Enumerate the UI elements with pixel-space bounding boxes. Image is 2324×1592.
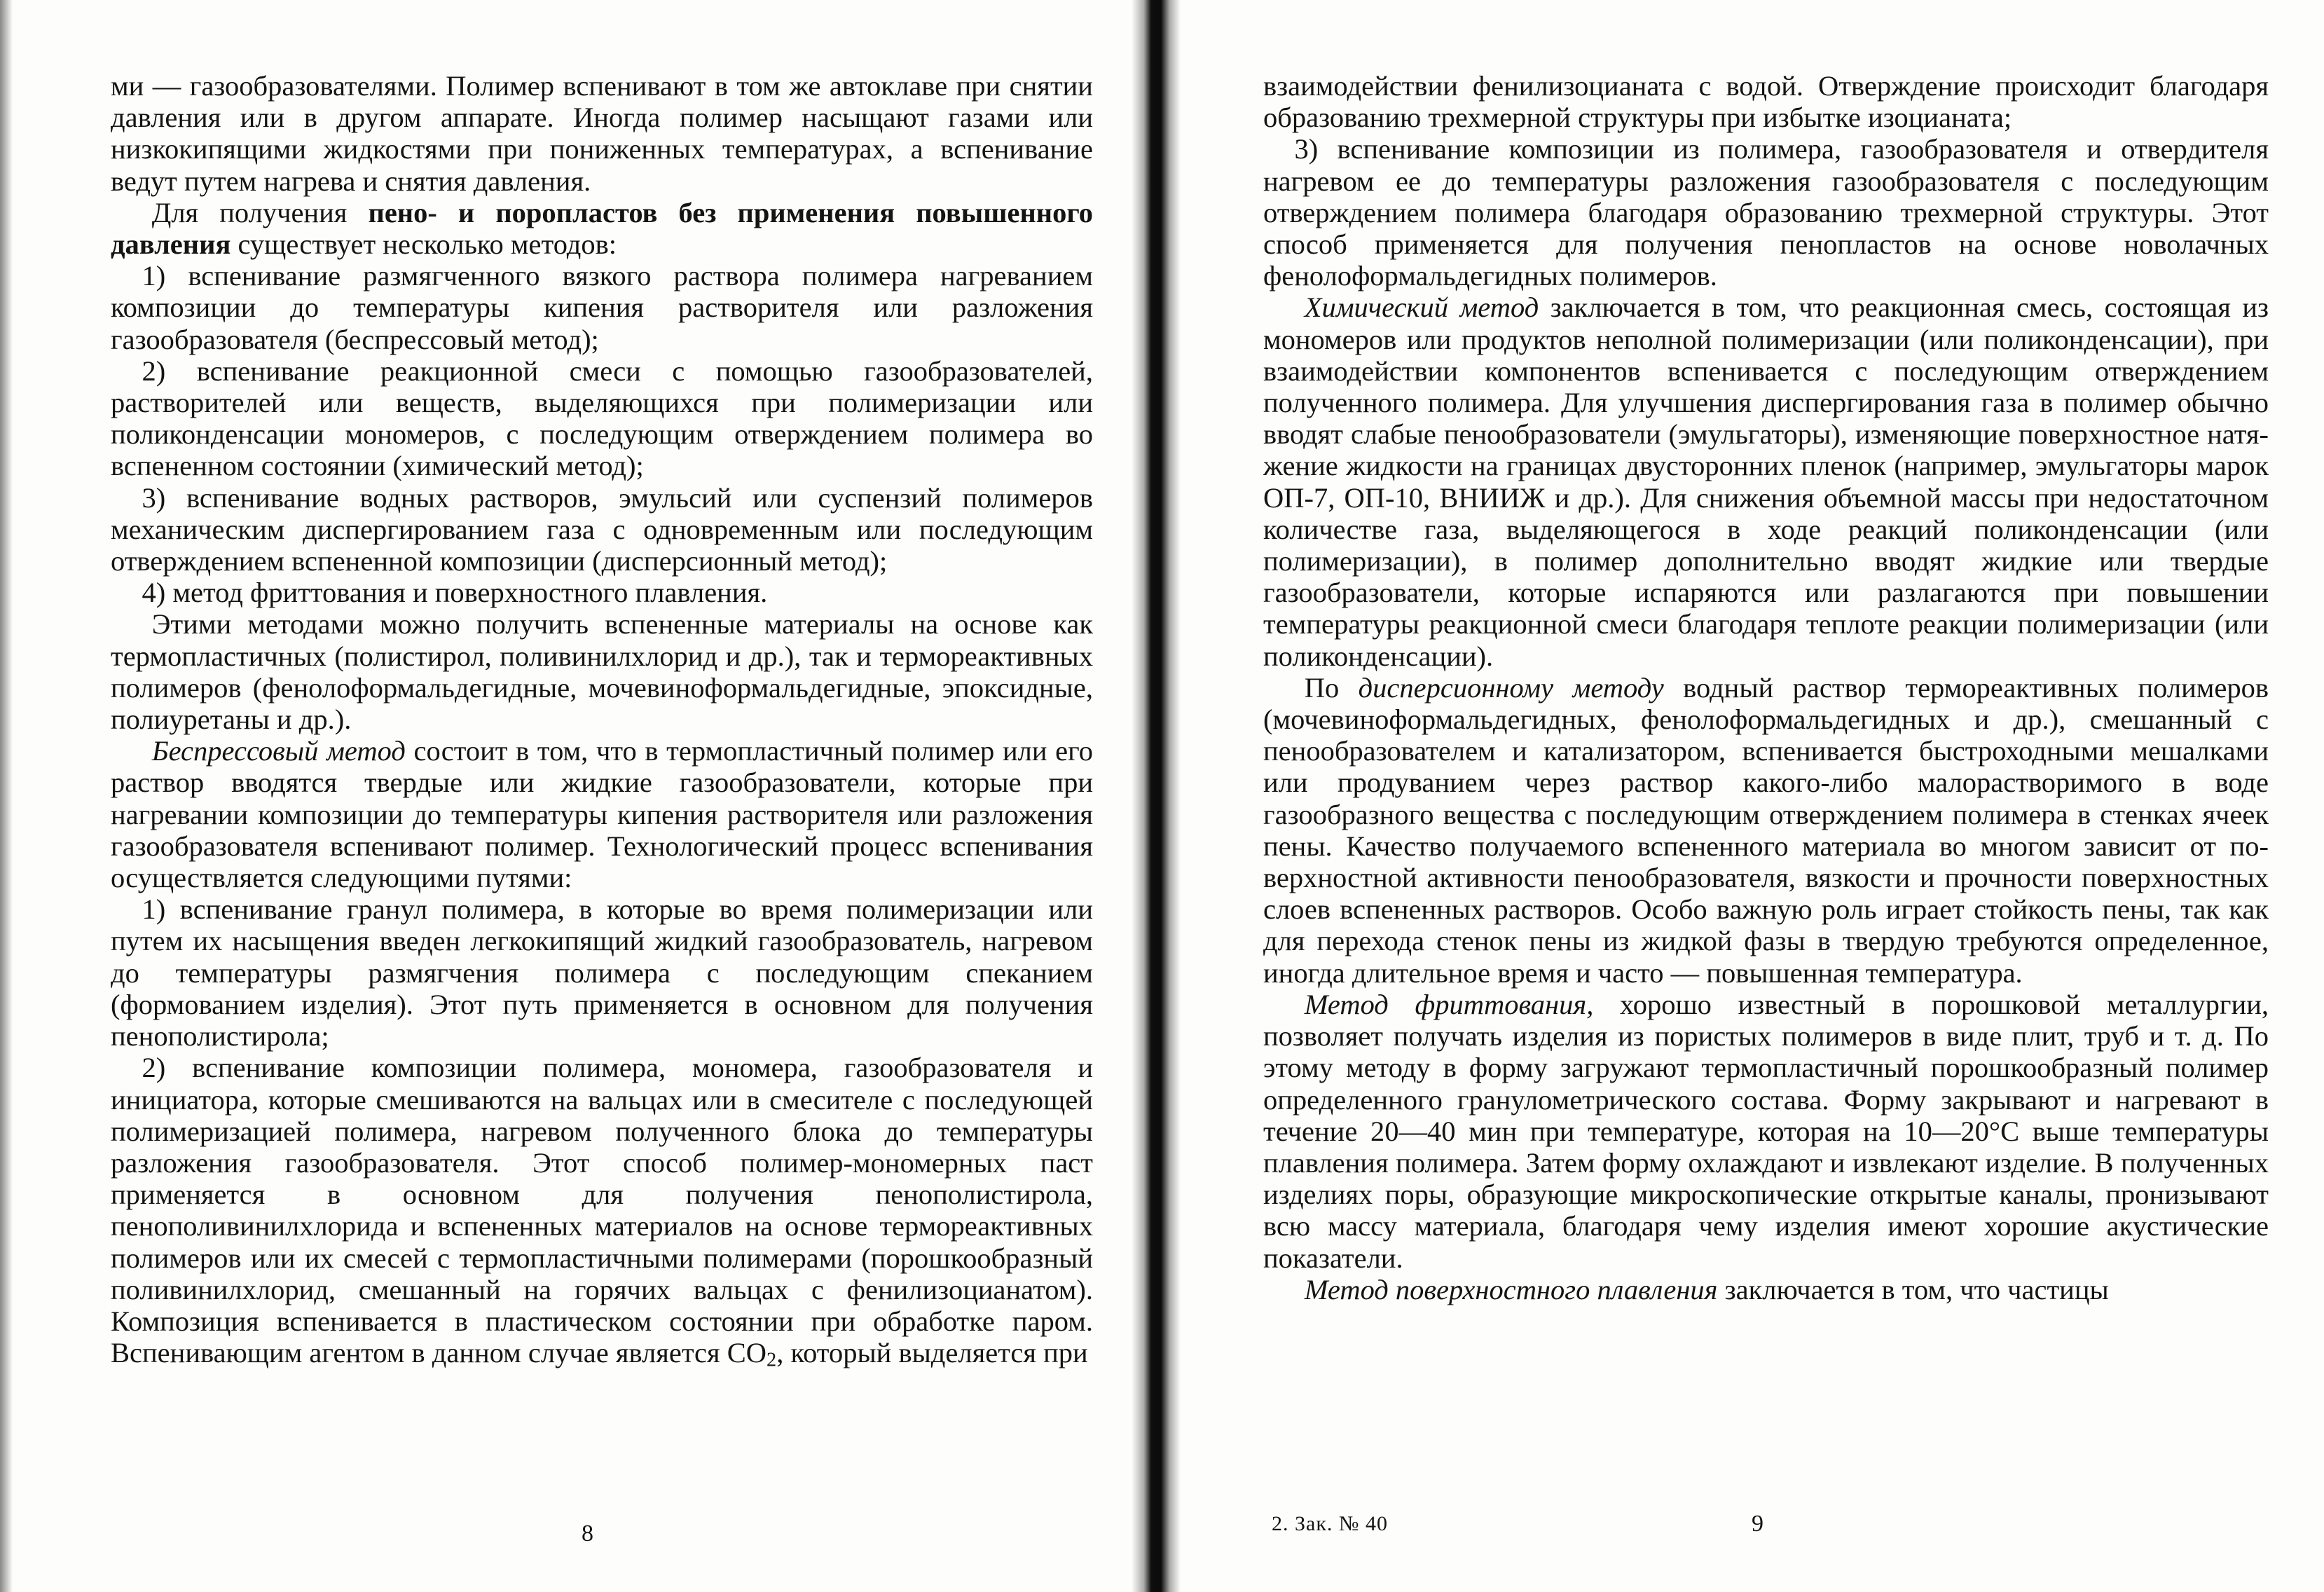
- emphasis-italic: Беспрессовый метод: [151, 735, 406, 767]
- subscript: 2: [766, 1349, 777, 1371]
- list-item: 4) метод фриттования и поверхностного плавления.: [142, 577, 768, 609]
- paragraph-fritting-method: [1263, 989, 2269, 1274]
- paragraph: взаимодействии фенилизоцианата с водой. Отверждение происходит благодаря образованию трехмерной структуры при избытке изоцианата;: [1263, 70, 2269, 134]
- list-item: 2) вспенивание реакционной смеси с помощью газообразователей, растворителей или веществ, выделяющихся при полимеризации или поликонденсации мономеров, с последующим отверждением полимера во вспененном состоянии (химический метод);: [111, 355, 1093, 482]
- list-item: 3) вспенивание композиции из полимера, газообразователя и отвердителя нагревом ее до температуры разложения газообразователя с последующим отверждением полимера благодаря образованию трехмерной структуры. Этот способ применяется для получения пенопластов на основе новолачных фенолоформальдегидных полимеров.: [1263, 133, 2269, 292]
- text-run: состоит в том, что в термопластичный полимер или его раствор вводятся твердые или жидкие газообразователи, которые при нагревании композиции до температуры кипения растворителя или разложения газообразователя вспенивают полимер. Технологический процесс вспенивания осуществляется следующими путями:: [111, 735, 1093, 894]
- emphasis-italic: Метод фриттования,: [1304, 988, 1594, 1020]
- text-run: 2) вспенивание композиции полимера, мономера, газообразователя и инициатора, которые смешиваются на вальцах или в смесителе с последующей полимеризацией полимера, нагревом полученного блока до температуры разложения газообразователя. Этот способ полимер-мономерных паст применяется в основном для получения пенополистирола, пенополивинилхлорида и вспененных материалов на основе термореактивных полимеров или их смесей с термопластичными полимерами (порошкообразный поливинилхлорид, смешанный на горячих вальцах с фенилизоцианатом). Композиция вспенивается в пластическом состоянии при обработке паром. Вспенивающим агентом в данном случае является CO: [111, 1052, 1093, 1369]
- text-run: существует несколько методов:: [238, 228, 617, 261]
- paragraph: Этими методами можно получить вспененные материалы на основе как термопластичных (полистирол, поливинилхлорид и др.), так и термореактивных полимеров (фенолоформальдегидные, мочевиноформальдегидные, эпоксидные, полиуретаны и др.).: [111, 608, 1093, 736]
- right-page: [1149, 0, 2324, 1592]
- left-page: [0, 0, 1149, 1592]
- text-run: Для получения: [151, 196, 348, 228]
- left-text-column: [111, 70, 1094, 1371]
- paragraph-chemical-method: [1263, 291, 2269, 671]
- text-run: , который выделяется при: [776, 1337, 1088, 1369]
- printer-signature: 2. Зак. № 40: [1272, 1512, 1389, 1535]
- page-number: 9: [1752, 1511, 1763, 1537]
- paragraph-surface-melting-method: [1263, 1274, 2269, 1305]
- paragraph-dispersion-method: [1263, 672, 2269, 989]
- list-item: 1) вспенивание размягченного вязкого раствора полимера нагреванием композиции до температуры кипения растворителя или разложения газообразователя (беспрессовый метод);: [111, 260, 1093, 355]
- emphasis-bold: пено- и поропластов без применения повышенного давления: [111, 196, 1094, 261]
- text-run: заключается в том, что частицы: [1724, 1273, 2109, 1305]
- right-text-column: [1263, 70, 2269, 1305]
- text-run: водный раствор термореактивных полимеров (мочевиноформальдегидных, фенолоформальдегидных и др.), смешанный с пенообразователем и катализатором, вспенивается быстроходными мешалками или продуванием через раствор какого-либо малорастворимого в воде газообразного вещества с последующим отверждением полимера в стенках ячеек пены. Качество получаемого вспененного материала во многом зависит от поверхностной активности пенообразователя, вязкости и прочности поверхностных слоев вспененных растворов. Особо важную роль играет стойкость пены, так как для перехода стенок пены из жидкой фазы в твердую требуются определенное, иногда длительное время и часто — повышенная температура.: [1263, 671, 2269, 989]
- list-item: [111, 1052, 1093, 1371]
- list-item: 3) вспенивание водных растворов, эмульсий или суспензий полимеров механическим диспергированием газа с одновременным или последующим отверждением вспененной композиции (дисперсионный метод);: [111, 481, 1093, 577]
- text-run: хорошо известный в порошковой металлургии, позволяет получать изделия из пористых полимеров в виде плит, труб и т. д. По этому методу в форму загружают термопластичный порошкообразный полимер определенного гранулометрического состава. Форму закрывают и нагревают в течение 20—40 мин при температуре, которая на 10—20°С выше температуры плавления полимера. Затем форму охлаждают и извлекают изделие. В полученных изделиях поры, образующие микроскопические открытые каналы, пронизывают всю массу материала, благодаря чему изделия имеют хорошие акустические показатели.: [1263, 988, 2269, 1274]
- emphasis-italic: дисперсионному методу: [1358, 671, 1664, 704]
- list-item: 1) вспенивание гранул полимера, в которые во время полимеризации или путем их насыщения введен легкокипящий жидкий газообразователь, нагревом до температуры размягчения полимера с последующим спеканием (формованием изделия). Этот путь применяется в основном для получения пенополистирола;: [111, 893, 1093, 1052]
- paragraph: ми — газообразователями. Полимер вспенивают в том же автоклаве при снятии давления или в другом аппарате. Иногда полимер насыщают газами или низкокипящими жидкостями при пониженных температурах, а вспенивание ведут путем нагрева и снятия давления.: [111, 70, 1093, 197]
- emphasis-italic: Химический метод: [1304, 291, 1539, 324]
- paragraph-pressless-method: [111, 735, 1093, 893]
- text-run: По: [1304, 671, 1340, 704]
- emphasis-italic: Метод поверхностного плавления: [1304, 1273, 1718, 1305]
- text-run: заключается в том, что реакционная смесь, состоящая из мономеров или продуктов неполной полимеризации (или поликонденсации), при взаимодействии компонентов вспенивается с последующим отверждением полученного полимера. Для улучшения диспергирования газа в полимер обычно вводят слабые пенообразователи (эмульгаторы), изменяющие поверхностное натяжение жидкости на границах двусторонних пленок (например, эмульгаторы марок ОП-7, ОП-10, ВНИИЖ и др.). Для снижения объемной массы при недостаточном количестве газа, выделяющегося в ходе реакций поликонденсации (или полимеризации), в полимер дополнительно вводят жидкие или твердые газообразователи, которые испаряются или разлагаются при повышении температуры реакционной смеси благодаря теплоте реакции полимеризации (или поликонденсации).: [1263, 291, 2269, 672]
- paragraph-methods-intro: [111, 197, 1093, 260]
- page-number: 8: [582, 1521, 593, 1546]
